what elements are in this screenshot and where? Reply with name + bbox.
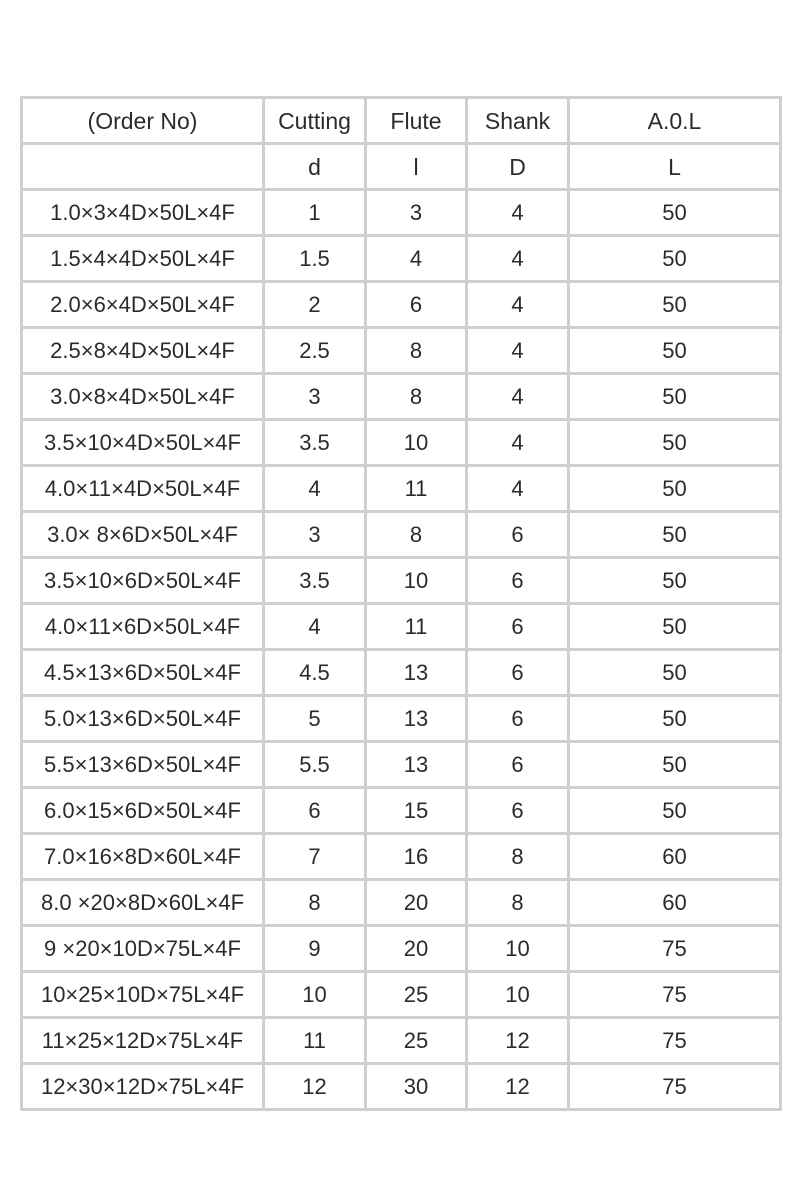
shank-d-cell: 6 — [467, 788, 569, 834]
aol-l-cell: 60 — [569, 880, 781, 926]
table-row — [22, 282, 781, 328]
order-no-cell: 3.0×8×4D×50L×4F — [22, 374, 264, 420]
flute-l-cell: 13 — [366, 696, 467, 742]
table-row — [22, 972, 781, 1018]
aol-l-cell: 50 — [569, 604, 781, 650]
order-no-cell: 3.5×10×6D×50L×4F — [22, 558, 264, 604]
cutting-d-cell: 12 — [264, 1064, 366, 1110]
cutting-d-cell: 10 — [264, 972, 366, 1018]
order-no-cell: 4.0×11×6D×50L×4F — [22, 604, 264, 650]
flute-l-cell: 8 — [366, 374, 467, 420]
cutting-d-cell: 1 — [264, 190, 366, 236]
flute-l-cell: 13 — [366, 742, 467, 788]
flute-l-cell: 11 — [366, 466, 467, 512]
flute-l-cell: 30 — [366, 1064, 467, 1110]
table-row — [22, 650, 781, 696]
subheader-overall-l: L — [569, 144, 781, 190]
order-no-cell: 5.0×13×6D×50L×4F — [22, 696, 264, 742]
flute-l-cell: 20 — [366, 880, 467, 926]
subheader-order-no — [22, 144, 264, 190]
order-no-cell: 12×30×12D×75L×4F — [22, 1064, 264, 1110]
order-no-cell: 8.0 ×20×8D×60L×4F — [22, 880, 264, 926]
flute-l-cell: 10 — [366, 420, 467, 466]
table-row — [22, 926, 781, 972]
header-aol: A.0.L — [569, 98, 781, 144]
order-no-cell: 10×25×10D×75L×4F — [22, 972, 264, 1018]
aol-l-cell: 50 — [569, 696, 781, 742]
order-no-cell: 2.0×6×4D×50L×4F — [22, 282, 264, 328]
cutting-d-cell: 2.5 — [264, 328, 366, 374]
cutting-d-cell: 3.5 — [264, 558, 366, 604]
table-row — [22, 742, 781, 788]
order-no-cell: 7.0×16×8D×60L×4F — [22, 834, 264, 880]
aol-l-cell: 75 — [569, 1064, 781, 1110]
cutting-d-cell: 11 — [264, 1018, 366, 1064]
table-row — [22, 880, 781, 926]
aol-l-cell: 50 — [569, 558, 781, 604]
table-row — [22, 512, 781, 558]
aol-l-cell: 50 — [569, 650, 781, 696]
aol-l-cell: 50 — [569, 190, 781, 236]
aol-l-cell: 75 — [569, 1018, 781, 1064]
shank-d-cell: 8 — [467, 834, 569, 880]
aol-l-cell: 50 — [569, 512, 781, 558]
shank-d-cell: 6 — [467, 696, 569, 742]
shank-d-cell: 10 — [467, 926, 569, 972]
shank-d-cell: 4 — [467, 466, 569, 512]
shank-d-cell: 6 — [467, 742, 569, 788]
cutting-d-cell: 8 — [264, 880, 366, 926]
subheader-d: d — [264, 144, 366, 190]
table-row — [22, 788, 781, 834]
flute-l-cell: 3 — [366, 190, 467, 236]
order-no-cell: 6.0×15×6D×50L×4F — [22, 788, 264, 834]
header-order-no: (Order No) — [22, 98, 264, 144]
spec-table-body — [22, 98, 781, 1110]
flute-l-cell: 16 — [366, 834, 467, 880]
cutting-d-cell: 2 — [264, 282, 366, 328]
aol-l-cell: 50 — [569, 788, 781, 834]
flute-l-cell: 10 — [366, 558, 467, 604]
cutting-d-cell: 6 — [264, 788, 366, 834]
header-shank: Shank — [467, 98, 569, 144]
shank-d-cell: 4 — [467, 374, 569, 420]
flute-l-cell: 13 — [366, 650, 467, 696]
flute-l-cell: 15 — [366, 788, 467, 834]
shank-d-cell: 8 — [467, 880, 569, 926]
table-row — [22, 374, 781, 420]
cutting-d-cell: 7 — [264, 834, 366, 880]
cutting-d-cell: 5 — [264, 696, 366, 742]
flute-l-cell: 25 — [366, 972, 467, 1018]
shank-d-cell: 12 — [467, 1018, 569, 1064]
subheader-row — [22, 144, 781, 190]
order-no-cell: 3.0× 8×6D×50L×4F — [22, 512, 264, 558]
subheader-l: l — [366, 144, 467, 190]
order-no-cell: 4.5×13×6D×50L×4F — [22, 650, 264, 696]
aol-l-cell: 50 — [569, 328, 781, 374]
shank-d-cell: 10 — [467, 972, 569, 1018]
shank-d-cell: 4 — [467, 236, 569, 282]
header-cutting: Cutting — [264, 98, 366, 144]
cutting-d-cell: 5.5 — [264, 742, 366, 788]
shank-d-cell: 4 — [467, 282, 569, 328]
aol-l-cell: 50 — [569, 236, 781, 282]
shank-d-cell: 6 — [467, 604, 569, 650]
header-flute: Flute — [366, 98, 467, 144]
shank-d-cell: 6 — [467, 558, 569, 604]
cutting-d-cell: 4 — [264, 466, 366, 512]
table-row — [22, 236, 781, 282]
aol-l-cell: 50 — [569, 742, 781, 788]
cutting-d-cell: 3.5 — [264, 420, 366, 466]
aol-l-cell: 50 — [569, 282, 781, 328]
cutting-d-cell: 3 — [264, 374, 366, 420]
order-no-cell: 3.5×10×4D×50L×4F — [22, 420, 264, 466]
flute-l-cell: 20 — [366, 926, 467, 972]
aol-l-cell: 75 — [569, 926, 781, 972]
table-row — [22, 420, 781, 466]
shank-d-cell: 12 — [467, 1064, 569, 1110]
aol-l-cell: 75 — [569, 972, 781, 1018]
order-no-cell: 1.0×3×4D×50L×4F — [22, 190, 264, 236]
subheader-shank-d: D — [467, 144, 569, 190]
flute-l-cell: 25 — [366, 1018, 467, 1064]
table-row — [22, 604, 781, 650]
spec-table — [20, 96, 782, 1111]
table-row — [22, 1064, 781, 1110]
order-no-cell: 11×25×12D×75L×4F — [22, 1018, 264, 1064]
cutting-d-cell: 4.5 — [264, 650, 366, 696]
flute-l-cell: 8 — [366, 328, 467, 374]
order-no-cell: 1.5×4×4D×50L×4F — [22, 236, 264, 282]
cutting-d-cell: 9 — [264, 926, 366, 972]
table-row — [22, 558, 781, 604]
order-no-cell: 5.5×13×6D×50L×4F — [22, 742, 264, 788]
header-row — [22, 98, 781, 144]
cutting-d-cell: 4 — [264, 604, 366, 650]
shank-d-cell: 6 — [467, 512, 569, 558]
flute-l-cell: 8 — [366, 512, 467, 558]
order-no-cell: 2.5×8×4D×50L×4F — [22, 328, 264, 374]
table-row — [22, 466, 781, 512]
flute-l-cell: 11 — [366, 604, 467, 650]
order-no-cell: 9 ×20×10D×75L×4F — [22, 926, 264, 972]
cutting-d-cell: 3 — [264, 512, 366, 558]
table-row — [22, 696, 781, 742]
table-row — [22, 1018, 781, 1064]
order-no-cell: 4.0×11×4D×50L×4F — [22, 466, 264, 512]
flute-l-cell: 4 — [366, 236, 467, 282]
shank-d-cell: 6 — [467, 650, 569, 696]
shank-d-cell: 4 — [467, 328, 569, 374]
shank-d-cell: 4 — [467, 190, 569, 236]
flute-l-cell: 6 — [366, 282, 467, 328]
aol-l-cell: 50 — [569, 374, 781, 420]
table-row — [22, 190, 781, 236]
aol-l-cell: 50 — [569, 466, 781, 512]
shank-d-cell: 4 — [467, 420, 569, 466]
aol-l-cell: 50 — [569, 420, 781, 466]
aol-l-cell: 60 — [569, 834, 781, 880]
cutting-d-cell: 1.5 — [264, 236, 366, 282]
table-row — [22, 328, 781, 374]
table-row — [22, 834, 781, 880]
